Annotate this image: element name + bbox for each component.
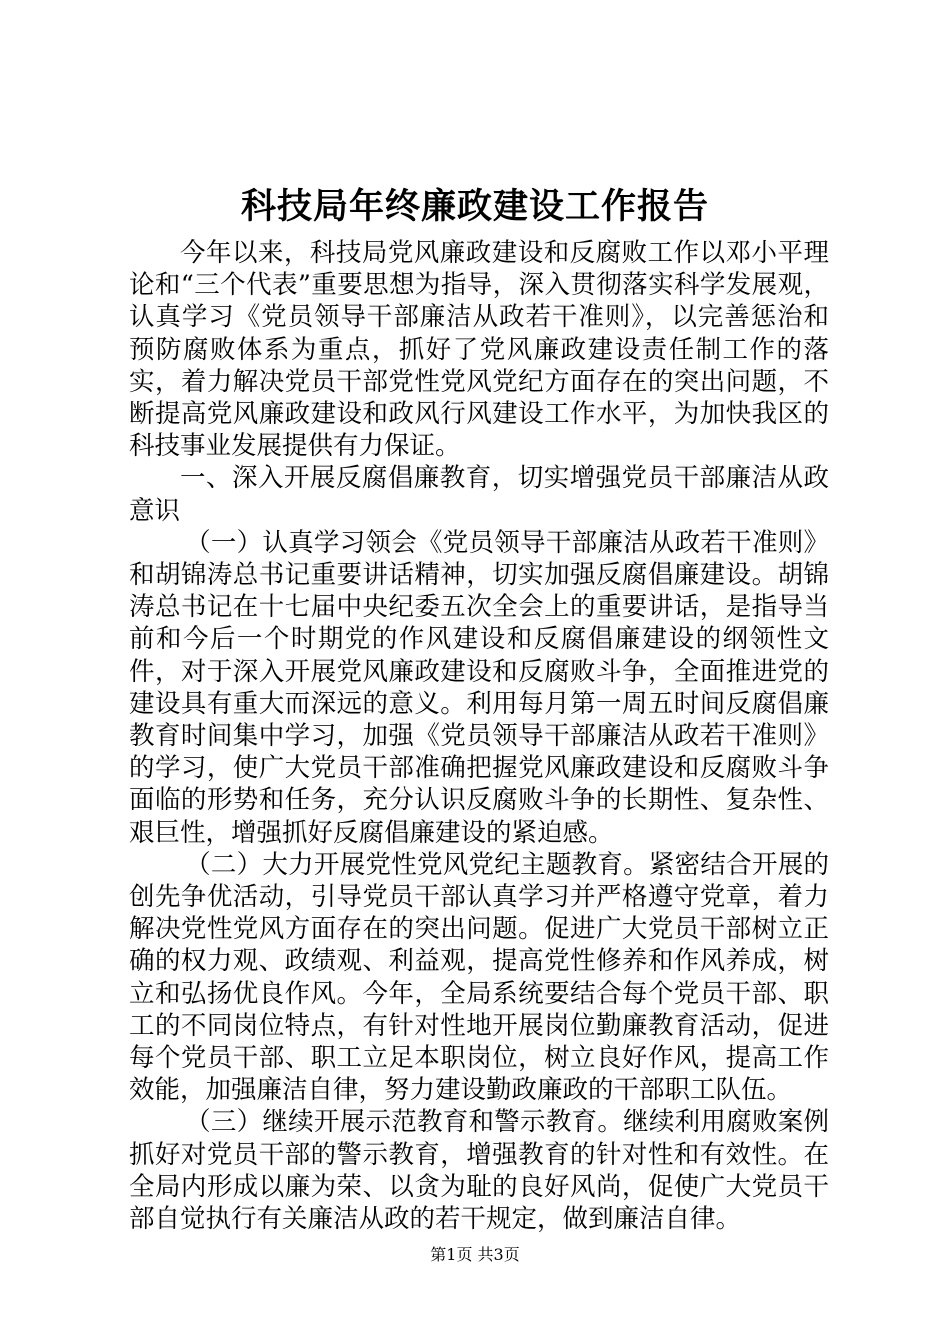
document-body xyxy=(129,237,829,1235)
section-heading-1: 一、深入开展反腐倡廉教育，切实增强党员干部廉洁从政意识 xyxy=(129,463,829,526)
subsection-paragraph-2: （二）大力开展党性党风党纪主题教育。紧密结合开展的创先争优活动，引导党员干部认真学习并严格遵守党章，着力解决党性党风方面存在的突出问题。促进广大党员干部树立正确的权力观、政绩观、利益观，提高党性修养和作风养成，树立和弘扬优良作风。今年，全局系统要结合每个党员干部、职工的不同岗位特点，有针对性地开展岗位勤廉教育活动，促进每个党员干部、职工立足本职岗位，树立良好作风，提高工作效能，加强廉洁自律，努力建设勤政廉政的干部职工队伍。 xyxy=(129,849,829,1106)
document-title: 科技局年终廉政建设工作报告 xyxy=(240,186,709,227)
page-number-footer: 第1页 共3页 xyxy=(430,1245,520,1264)
subsection-paragraph-1: （一）认真学习领会《党员领导干部廉洁从政若干准则》和胡锦涛总书记重要讲话精神，切实加强反腐倡廉建设。胡锦涛总书记在十七届中央纪委五次全会上的重要讲话，是指导当前和今后一个时期党的作风建设和反腐倡廉建设的纲领性文件，对于深入开展党风廉政建设和反腐败斗争，全面推进党的建设具有重大而深远的意义。利用每月第一周五时间反腐倡廉教育时间集中学习，加强《党员领导干部廉洁从政若干准则》的学习，使广大党员干部准确把握党风廉政建设和反腐败斗争面临的形势和任务，充分认识反腐败斗争的长期性、复杂性、艰巨性，增强抓好反腐倡廉建设的紧迫感。 xyxy=(129,527,829,848)
intro-paragraph: 今年以来，科技局党风廉政建设和反腐败工作以邓小平理论和“三个代表”重要思想为指导，深入贯彻落实科学发展观，认真学习《党员领导干部廉洁从政若干准则》，以完善惩治和预防腐败体系为重点，抓好了党风廉政建设责任制工作的落实，着力解决党员干部党性党风党纪方面存在的突出问题，不断提高党风廉政建设和政风行风建设工作水平，为加快我区的科技事业发展提供有力保证。 xyxy=(129,238,829,462)
subsection-paragraph-3: （三）继续开展示范教育和警示教育。继续利用腐败案例抓好对党员干部的警示教育，增强教育的针对性和有效性。在全局内形成以廉为荣、以贪为耻的良好风尚，促使广大党员干部自觉执行有关廉洁从政的若干规定，做到廉洁自律。 xyxy=(129,1107,829,1235)
